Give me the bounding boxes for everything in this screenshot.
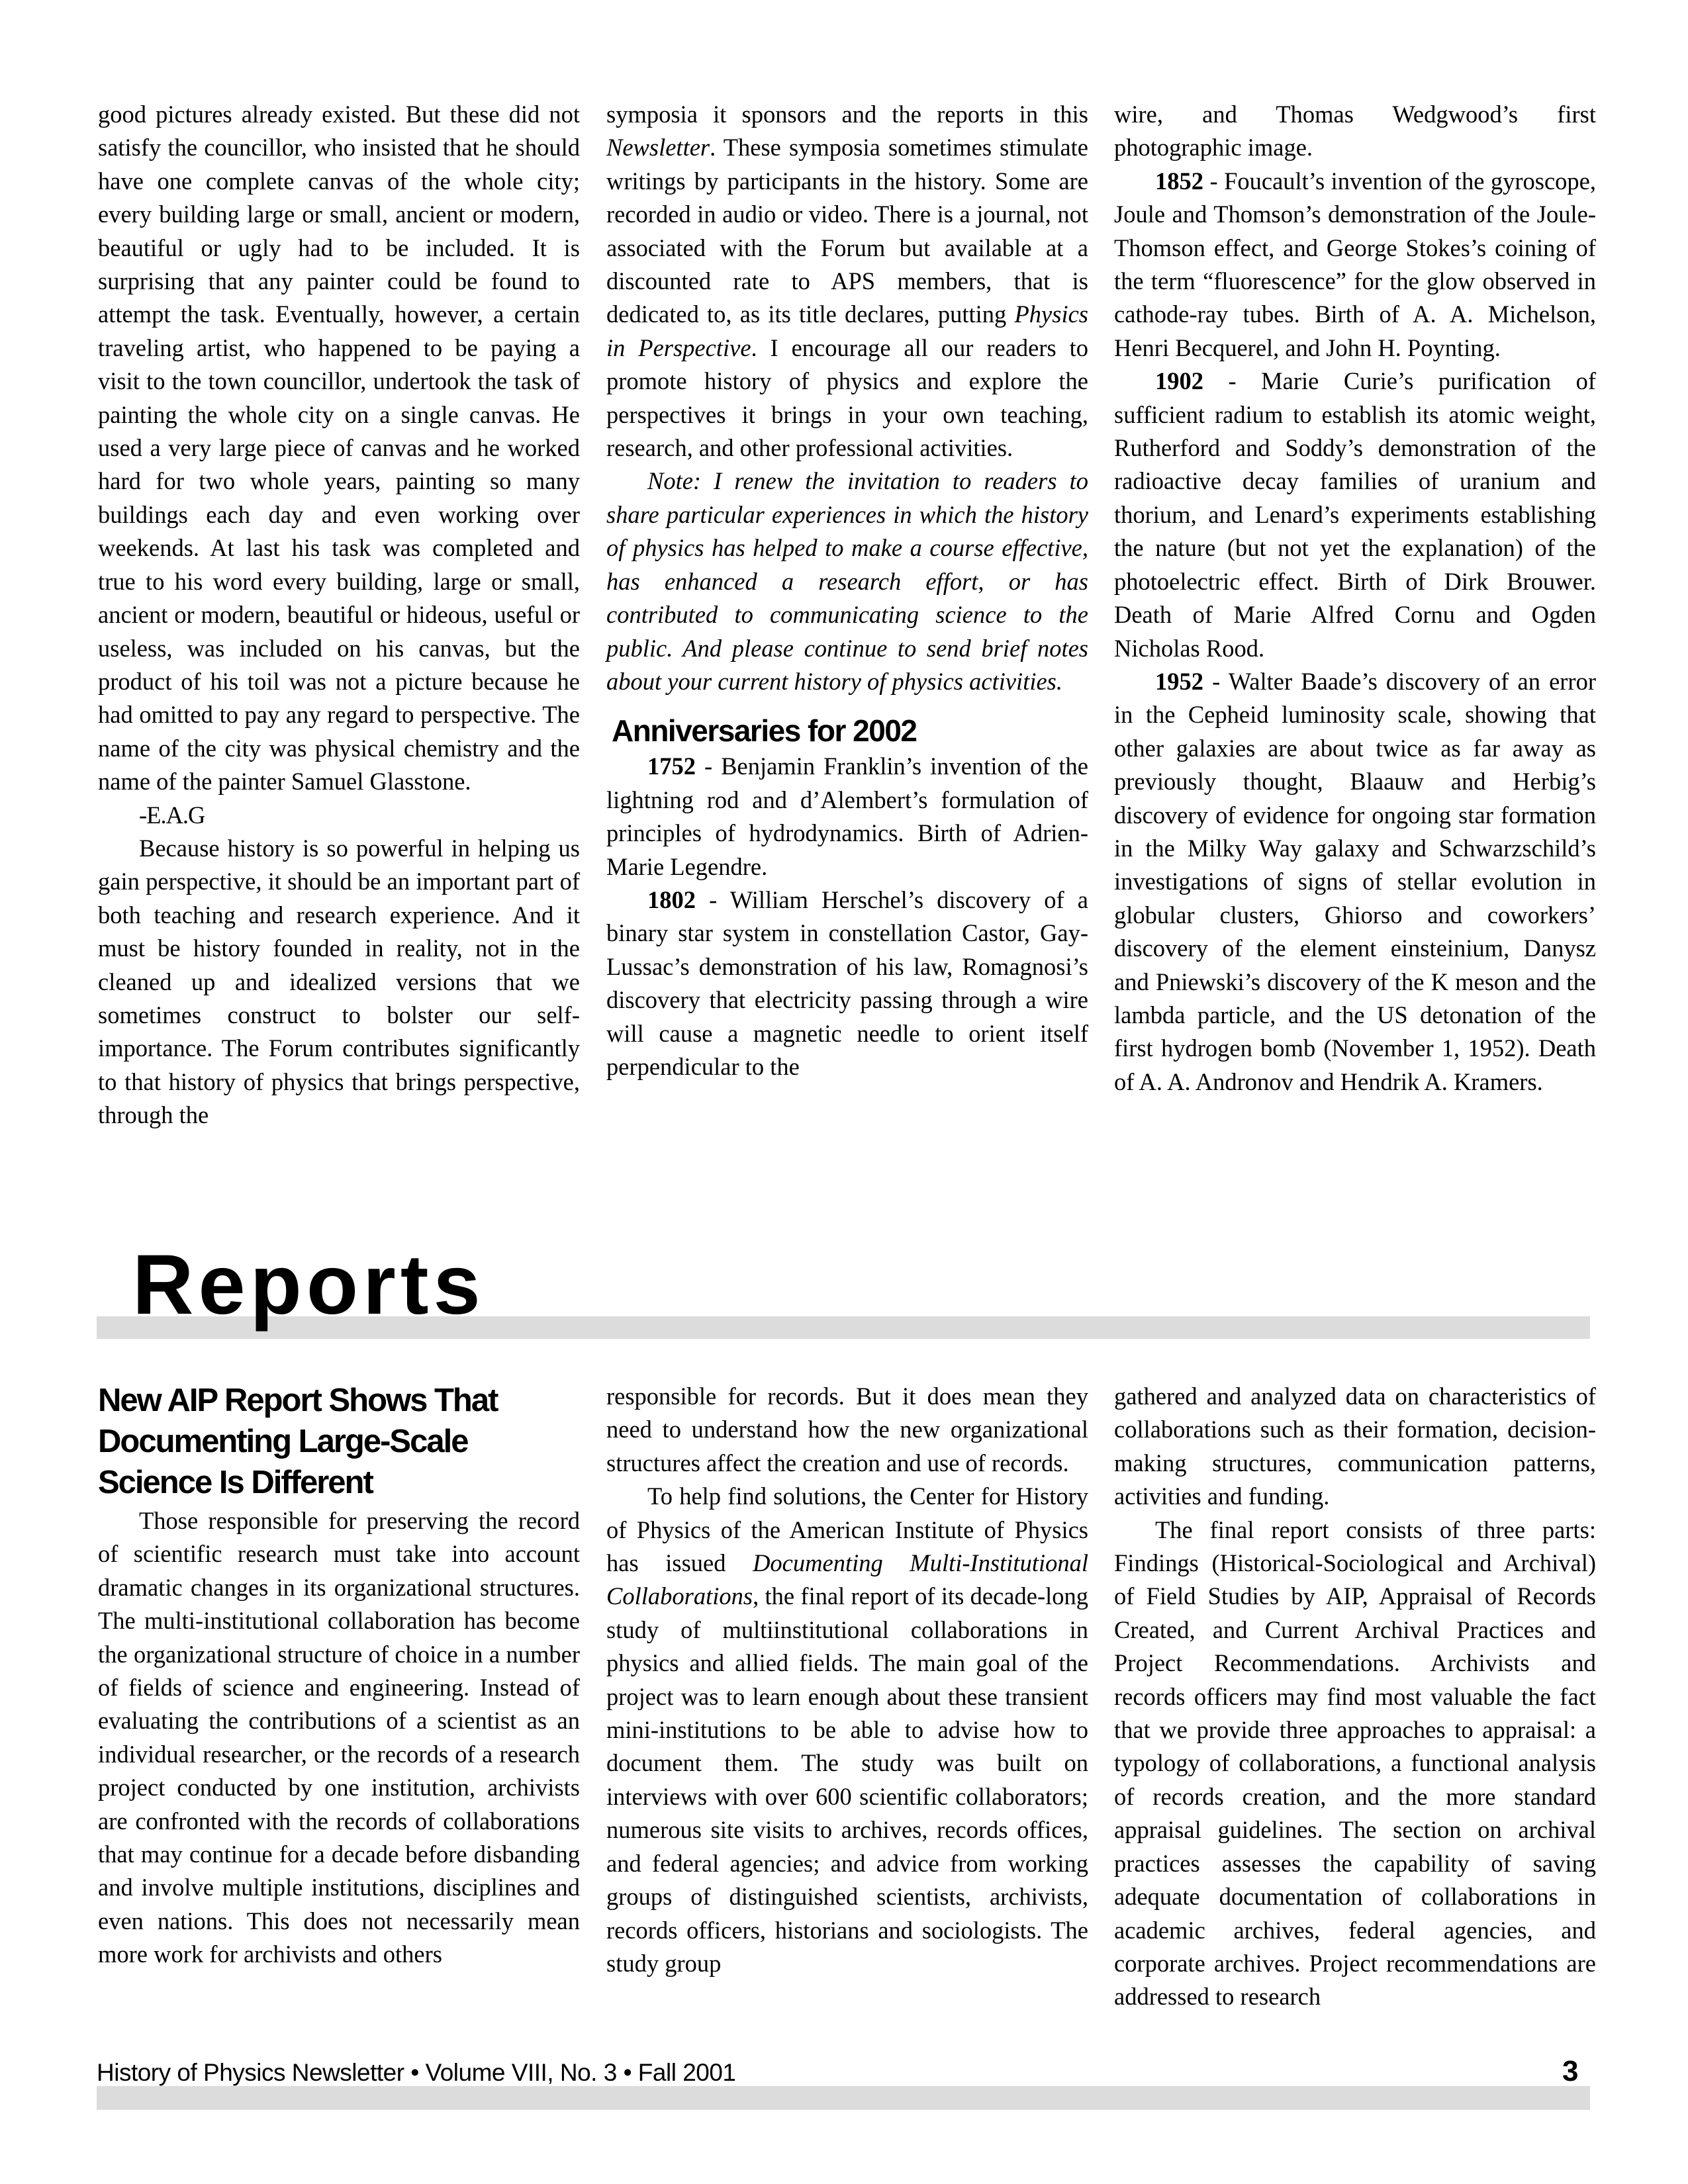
article-paragraph: gathered and analyzed data on characteristics of collaborations such as their formation, decision-making structures, communication patterns, activities and funding. [1114, 1383, 1596, 1510]
article-paragraph: responsible for records. But it does mean they need to understand how the new organizational structures affect the creation and use of records. [606, 1383, 1088, 1477]
footer-bar [97, 2086, 1590, 2110]
report-title: Documenting Multi-Institutional Collaborations [606, 1549, 1088, 1610]
article-paragraph: The final report consists of three parts: Findings (Historical-Sociological and Archival) of Field Studies by AIP, Appraisal of Records Created, and Current Archival Practices and Project Recommendations. Archivists and records officers may find most valuable the fact that we provide three approaches to appraisal: a typology of collaborations, a functional analysis of records creation, and the more standard appraisal guidelines. The section on archival practices assesses the capability of saving adequate documentation of collaborations in academic archives, federal agencies, and corporate archives. Project recommendations are addressed to research [1114, 1516, 1596, 2011]
article-paragraph: Those responsible for preserving the record of scientific research must take into account dramatic changes in its organizational structures. The multi-institutional collaboration has become the organizational structure of choice in a number of fields of science and engineering. Instead of evaluating the contributions of a scientist as an individual researcher, or the records of a research project conducted by one institution, archivists are confronted with the records of collaborations that may continue for a decade before disbanding and involve multiple institutions, disciplines and even nations. This does not necessarily mean more work for archivists and others [98, 1507, 580, 1968]
author-signature: -E.A.G [139, 801, 205, 829]
anniversary-entry: 1852 - Foucault’s invention of the gyroscope, Joule and Thomson’s demonstration of the Joule-Thomson effect, and George Stokes’s coining of the term “fluorescence” for the glow observed in cathode-ray tubes. Birth of A. A. Michelson, Henri Becquerel, and John H. Poynting. [1114, 167, 1596, 361]
anniversary-year: 1802 [647, 886, 696, 913]
anniversary-continuation: wire, and Thomas Wedgwood’s first photographic image. [1114, 101, 1596, 161]
journal-title: Physics in Perspective [606, 300, 1088, 361]
footer-publication-info: History of Physics Newsletter • Volume VIII, No. 3 • Fall 2001 [97, 2059, 736, 2086]
column-2-top [606, 98, 1088, 1083]
anniversary-entry: 1902 - Marie Curie’s purification of sufficient radium to establish its atomic weight, Rutherford and Soddy’s demonstration of the radioactive decay families of uranium and thorium, and Lenard’s experiments establishing the nature (but not yet the explanation) of the photoelectric effect. Birth of Dirk Brouwer. Death of Marie Alfred Cornu and Ogden Nicholas Rood. [1114, 367, 1596, 662]
paragraph-forum-activities: symposia it sponsors and the reports in this Newsletter. These symposia sometimes stimulate writings by participants in the history. Some are recorded in audio or video. There is a journal, not associated with the Forum but available at a discounted rate to APS members, that is dedicated to, as its title declares, putting Physics in Perspective. I encourage all our readers to promote history of physics and explore the perspectives it brings in your own teaching, research, and other professional activities. [606, 101, 1088, 462]
page-number: 3 [1562, 2055, 1579, 2087]
column-2-bottom [606, 1380, 1088, 1980]
reports-section-title: Reports [132, 1238, 485, 1332]
anniversary-entry: 1802 - William Herschel’s discovery of a binary star system in constellation Castor, Gay-Lussac’s demonstration of his law, Romagnosi’s discovery that electricity passing through a wire will cause a magnetic needle to orient itself perpendicular to the [606, 886, 1088, 1080]
anniversary-year: 1902 [1155, 367, 1203, 395]
anniversary-year: 1952 [1155, 667, 1203, 695]
newsletter-title: Newsletter [606, 134, 710, 161]
editor-note: Note: I renew the invitation to readers to share particular experiences in which the history of physics has helped to make a course effective, has enhanced a research effort, or has contributed to communicating science to the public. And please continue to send brief notes about your current history of physics activities. [606, 467, 1088, 695]
anniversary-entry: 1752 - Benjamin Franklin’s invention of the lightning rod and d’Alembert’s formulation of principles of hydrodynamics. Birth of Adrien-Marie Legendre. [606, 752, 1088, 880]
paragraph-history-perspective: Because history is so powerful in helping us gain perspective, it should be an important part of both teaching and research experience. And it must be history founded in reality, not in the cleaned up and idealized versions that we sometimes construct to bolster our self-importance. The Forum contributes significantly to that history of physics that brings perspective, through the [98, 834, 580, 1129]
column-1-top [98, 98, 580, 1132]
anniversaries-heading: Anniversaries for 2002 [612, 713, 917, 749]
paragraph-painter-parable: good pictures already existed. But these did not satisfy the councillor, who insisted that he should have one complete canvas of the whole city; every building large or small, ancient or modern, beautiful or ugly had to be included. It is surprising that any painter could be found to attempt the task. Eventually, however, a certain traveling artist, who happened to be paying a visit to the town councillor, undertook the task of painting the whole city on a single canvas. He used a very large piece of canvas and he worked hard for two whole years, painting so many buildings each day and even working over weekends. At last his task was completed and true to his word every building, large or small, ancient or modern, beautiful or hideous, useful or useless, was included on his canvas, but the product of his toil was not a picture because he had omitted to pay any regard to perspective. The name of the city was physical chemistry and the name of the painter Samuel Glasstone. [98, 101, 580, 796]
anniversary-year: 1852 [1155, 167, 1203, 195]
article-headline: New AIP Report Shows That Documenting Large-Scale Science Is Different [98, 1383, 498, 1500]
anniversary-entry: 1952 - Walter Baade’s discovery of an error in the Cepheid luminosity scale, showing that other galaxies are about twice as far away as previously thought, Blaauw and Herbig’s discovery of evidence for ongoing star formation in the Milky Way galaxy and Schwarzschild’s investigations of signs of stellar evolution in globular clusters, Ghiorso and coworkers’ discovery of the element einsteinium, Danysz and Pniewski’s discovery of the K meson and the lambda particle, and the US detonation of the first hydrogen bomb (November 1, 1952). Death of A. A. Andronov and Hendrik A. Kramers. [1114, 667, 1596, 1095]
article-paragraph: To help find solutions, the Center for History of Physics of the American Institute of Physics has issued Documenting Multi-Institutional Collaborations, the final report of its decade-long study of multiinstitutional collaborations in physics and allied fields. The main goal of the project was to learn enough about these transient mini-institutions to be able to advise how to document them. The study was built on interviews with over 600 scientific collaborators; numerous site visits to archives, records offices, and federal agencies; and advice from working groups of distinguished scientists, archivists, records officers, historians and sociologists. The study group [606, 1482, 1088, 1977]
column-3-bottom [1114, 1380, 1596, 2014]
anniversary-year: 1752 [647, 752, 696, 780]
column-3-top [1114, 98, 1596, 1099]
column-1-bottom [98, 1380, 580, 1972]
